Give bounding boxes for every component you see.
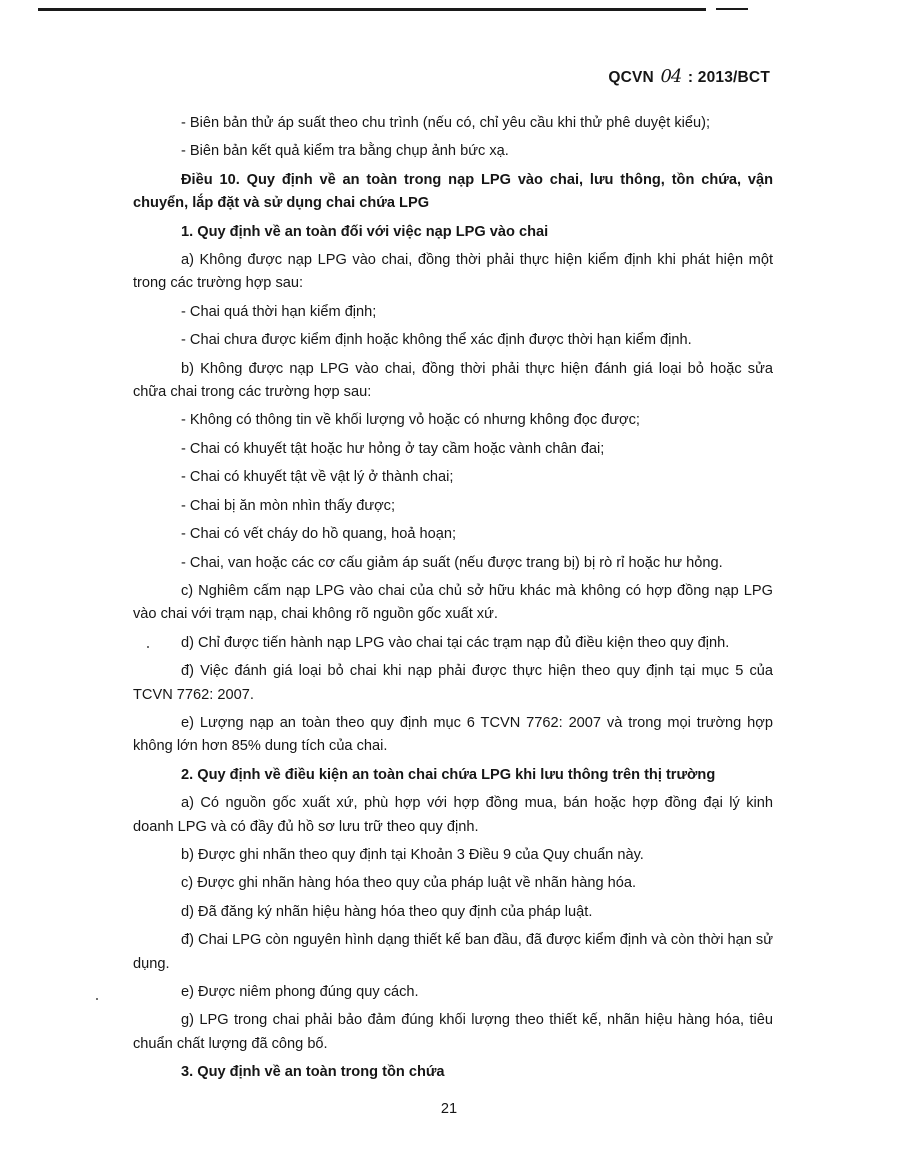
paragraph: a) Không được nạp LPG vào chai, đồng thời phải thực hiện kiểm định khi phát hiện một trong các trường hợp sau: bbox=[133, 252, 773, 292]
document-code bbox=[608, 66, 770, 87]
paragraph: e) Được niêm phong đúng quy cách. bbox=[181, 984, 419, 1000]
paragraph: - Biên bản thử áp suất theo chu trình (nếu có, chỉ yêu cầu khi thử phê duyệt kiểu); bbox=[181, 115, 711, 131]
top-border-line bbox=[38, 8, 706, 11]
paragraph: - Chai có khuyết tật về vật lý ở thành chai; bbox=[181, 469, 454, 486]
paragraph: d) Đã đăng ký nhãn hiệu hàng hóa theo quy định của pháp luật. bbox=[181, 903, 593, 920]
section-heading: Điều 10. Quy định về an toàn trong nạp LPG vào chai, lưu thông, tồn chứa, vận chuyển, lắp đặt và sử dụng chai chứa LPG bbox=[133, 171, 773, 212]
paragraph: - Chai chưa được kiểm định hoặc không thể xác định được thời hạn kiểm định. bbox=[181, 332, 692, 349]
section-heading: 1. Quy định về an toàn đối với việc nạp LPG vào chai bbox=[181, 223, 549, 240]
paragraph: g) LPG trong chai phải bảo đảm đúng khối lượng theo thiết kế, nhãn hiệu hàng hóa, tiêu chuẩn chất lượng đã công bố. bbox=[133, 1012, 773, 1052]
page-number: 21 bbox=[440, 1101, 458, 1117]
paragraph: - Chai có khuyết tật hoặc hư hỏng ở tay cầm hoặc vành chân đai; bbox=[181, 440, 605, 457]
paragraph: c) Nghiêm cấm nạp LPG vào chai của chủ sở hữu khác mà không có hợp đồng nạp LPG vào chai với trạm nạp, chai không rõ nguồn gốc xuất xứ. bbox=[133, 582, 773, 623]
paragraph: đ) Chai LPG còn nguyên hình dạng thiết kế ban đầu, đã được kiểm định và còn thời hạn sử dụng. bbox=[133, 932, 773, 972]
paragraph: - Chai bị ăn mòn nhìn thấy được; bbox=[181, 497, 396, 514]
paragraph: - Không có thông tin về khối lượng vỏ hoặc có nhưng không đọc được; bbox=[181, 412, 640, 429]
paragraph: d) Chỉ được tiến hành nạp LPG vào chai tại các trạm nạp đủ điều kiện theo quy định. bbox=[181, 634, 730, 651]
paragraph: a) Có nguồn gốc xuất xứ, phù hợp với hợp đồng mua, bán hoặc hợp đồng đại lý kinh doanh LPG và có đầy đủ hồ sơ lưu trữ theo quy định. bbox=[133, 795, 773, 835]
document-code-handwritten-number: 04 bbox=[660, 66, 682, 87]
document-body bbox=[133, 112, 773, 1090]
paragraph: - Chai, van hoặc các cơ cấu giảm áp suất (nếu được trang bị) bị rò rỉ hoặc hư hỏng. bbox=[181, 554, 723, 571]
paragraph: c) Được ghi nhãn hàng hóa theo quy của pháp luật về nhãn hàng hóa. bbox=[181, 875, 637, 892]
paragraph: b) Không được nạp LPG vào chai, đồng thời phải thực hiện đánh giá loại bỏ hoặc sửa chữa chai trong các trường hợp sau: bbox=[133, 360, 773, 401]
paragraph: - Chai có vết cháy do hồ quang, hoả hoạn; bbox=[181, 526, 457, 543]
paragraph: b) Được ghi nhãn theo quy định tại Khoản 3 Điều 9 của Quy chuẩn này. bbox=[181, 846, 644, 863]
section-heading: 3. Quy định về an toàn trong tồn chứa bbox=[181, 1064, 445, 1081]
paragraph: đ) Việc đánh giá loại bỏ chai khi nạp phải được thực hiện theo quy định tại mục 5 của TCVN 7762: 2007. bbox=[133, 663, 773, 703]
paragraph: - Biên bản kết quả kiểm tra bằng chụp ảnh bức xạ. bbox=[181, 143, 509, 160]
paragraph: - Chai quá thời hạn kiểm định; bbox=[181, 303, 377, 320]
scan-speck bbox=[147, 646, 149, 648]
document-code-suffix: : 2013/BCT bbox=[687, 69, 770, 86]
document-code-prefix: QCVN bbox=[608, 69, 654, 86]
paragraph: e) Lượng nạp an toàn theo quy định mục 6 TCVN 7762: 2007 và trong mọi trường hợp không lớn hơn 85% dung tích của chai. bbox=[133, 714, 773, 755]
section-heading: 2. Quy định về điều kiện an toàn chai chứa LPG khi lưu thông trên thị trường bbox=[181, 766, 716, 783]
top-border-line-short bbox=[716, 8, 748, 10]
scan-speck bbox=[96, 998, 98, 1000]
